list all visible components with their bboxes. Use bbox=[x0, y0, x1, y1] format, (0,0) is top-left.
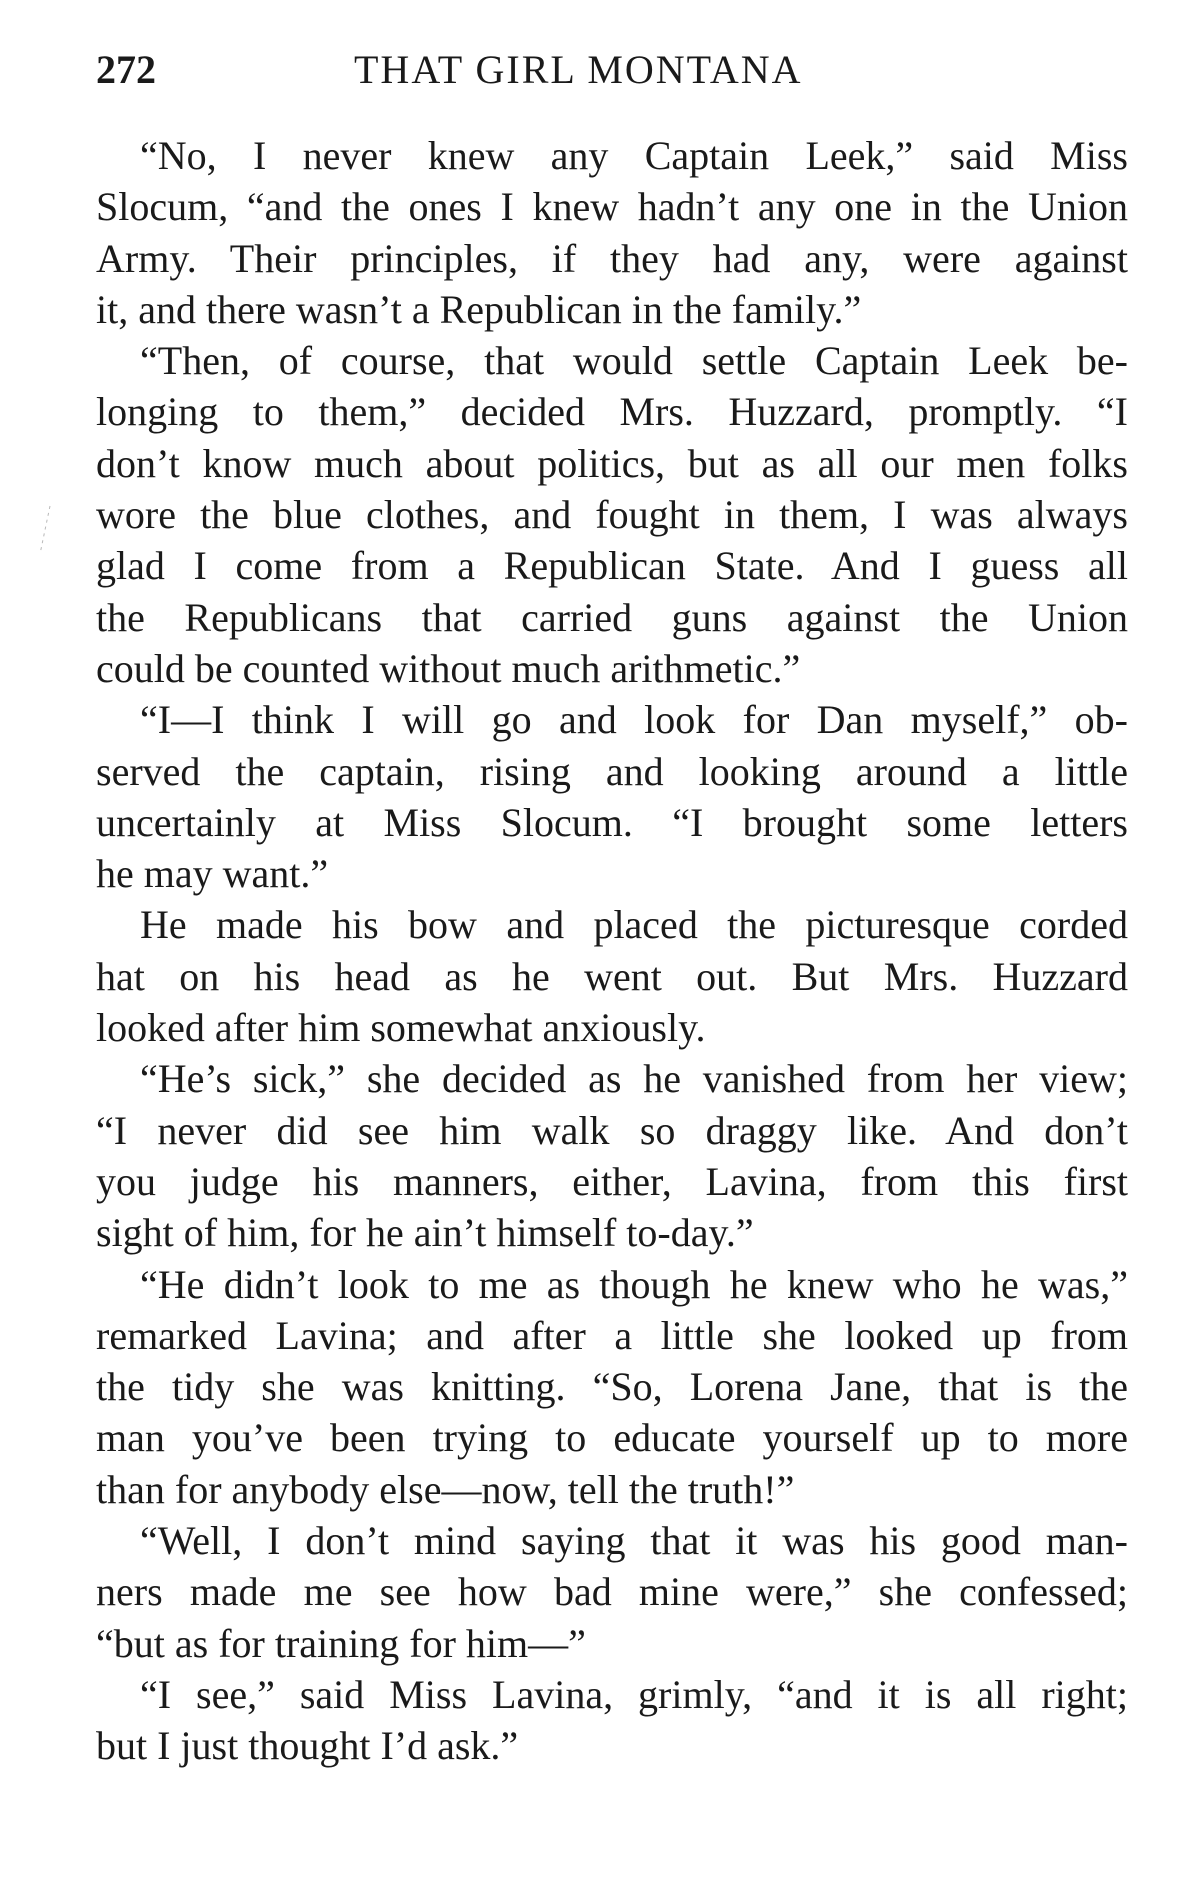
paragraph bbox=[96, 1259, 1128, 1515]
text-line: Army. Their principles, if they had any, were against bbox=[96, 235, 1128, 281]
text-line: you judge his manners, either, Lavina, from this first bbox=[96, 1158, 1128, 1204]
text-line: hat on his head as he went out. But Mrs. Huzzard bbox=[96, 953, 1128, 999]
text-line: than for anybody else—now, tell the truth!” bbox=[96, 1466, 795, 1512]
text-line: longing to them,” decided Mrs. Huzzard, promptly. “I bbox=[96, 389, 1128, 435]
text-line: looked after him somewhat anxiously. bbox=[96, 1005, 706, 1051]
text-line: it, and there wasn’t a Republican in the family.” bbox=[96, 286, 862, 332]
text-line: “I see,” said Miss Lavina, grimly, “and it is all right; bbox=[140, 1671, 1128, 1717]
print-speck bbox=[36, 500, 56, 560]
text-line: “but as for training for him—” bbox=[96, 1620, 586, 1666]
text-line: He made his bow and placed the picturesque corded bbox=[140, 902, 1128, 948]
running-head bbox=[96, 40, 1128, 100]
text-line: don’t know much about politics, but as all our men folks bbox=[96, 440, 1128, 486]
text-line: “I never did see him walk so draggy like. And don’t bbox=[96, 1107, 1128, 1153]
paragraph bbox=[96, 1669, 1128, 1772]
text-line: “No, I never knew any Captain Leek,” said Miss bbox=[140, 133, 1128, 178]
text-line: glad I come from a Republican State. And I guess all bbox=[96, 543, 1128, 589]
running-title: THAT GIRL MONTANA bbox=[354, 47, 803, 92]
text-line: “Well, I don’t mind saying that it was his good man- bbox=[140, 1518, 1128, 1564]
page-number: 272 bbox=[96, 47, 156, 92]
text-line: uncertainly at Miss Slocum. “I brought some letters bbox=[96, 799, 1128, 845]
text-line: wore the blue clothes, and fought in them, I was always bbox=[96, 492, 1128, 538]
text-line: he may want.” bbox=[96, 851, 329, 897]
text-line: ners made me see how bad mine were,” she confessed; bbox=[96, 1569, 1128, 1615]
text-line: could be counted without much arithmetic.” bbox=[96, 645, 801, 691]
text-line: remarked Lavina; and after a little she looked up from bbox=[96, 1312, 1128, 1358]
paragraph bbox=[96, 694, 1128, 899]
text-line: served the captain, rising and looking around a little bbox=[96, 748, 1128, 794]
text-line: “I—I think I will go and look for Dan myself,” ob- bbox=[140, 697, 1128, 743]
text-line: man you’ve been trying to educate yourself up to more bbox=[96, 1415, 1128, 1461]
text-line: the Republicans that carried guns against the Union bbox=[96, 594, 1128, 640]
text-line: “He didn’t look to me as though he knew who he was,” bbox=[140, 1261, 1128, 1307]
paragraph bbox=[96, 899, 1128, 1053]
paragraph bbox=[96, 1515, 1128, 1669]
paragraph bbox=[96, 335, 1128, 694]
text-line: sight of him, for he ain’t himself to-day.” bbox=[96, 1210, 754, 1256]
text-line: “He’s sick,” she decided as he vanished from her view; bbox=[140, 1056, 1128, 1102]
text-line: but I just thought I’d ask.” bbox=[96, 1723, 519, 1769]
paragraph bbox=[96, 130, 1128, 335]
paragraph bbox=[96, 1053, 1128, 1258]
body-text bbox=[96, 130, 1128, 1772]
text-line: the tidy she was knitting. “So, Lorena Jane, that is the bbox=[96, 1364, 1128, 1410]
text-line: “Then, of course, that would settle Captain Leek be- bbox=[140, 338, 1128, 384]
text-line: Slocum, “and the ones I knew hadn’t any one in the Union bbox=[96, 184, 1128, 230]
